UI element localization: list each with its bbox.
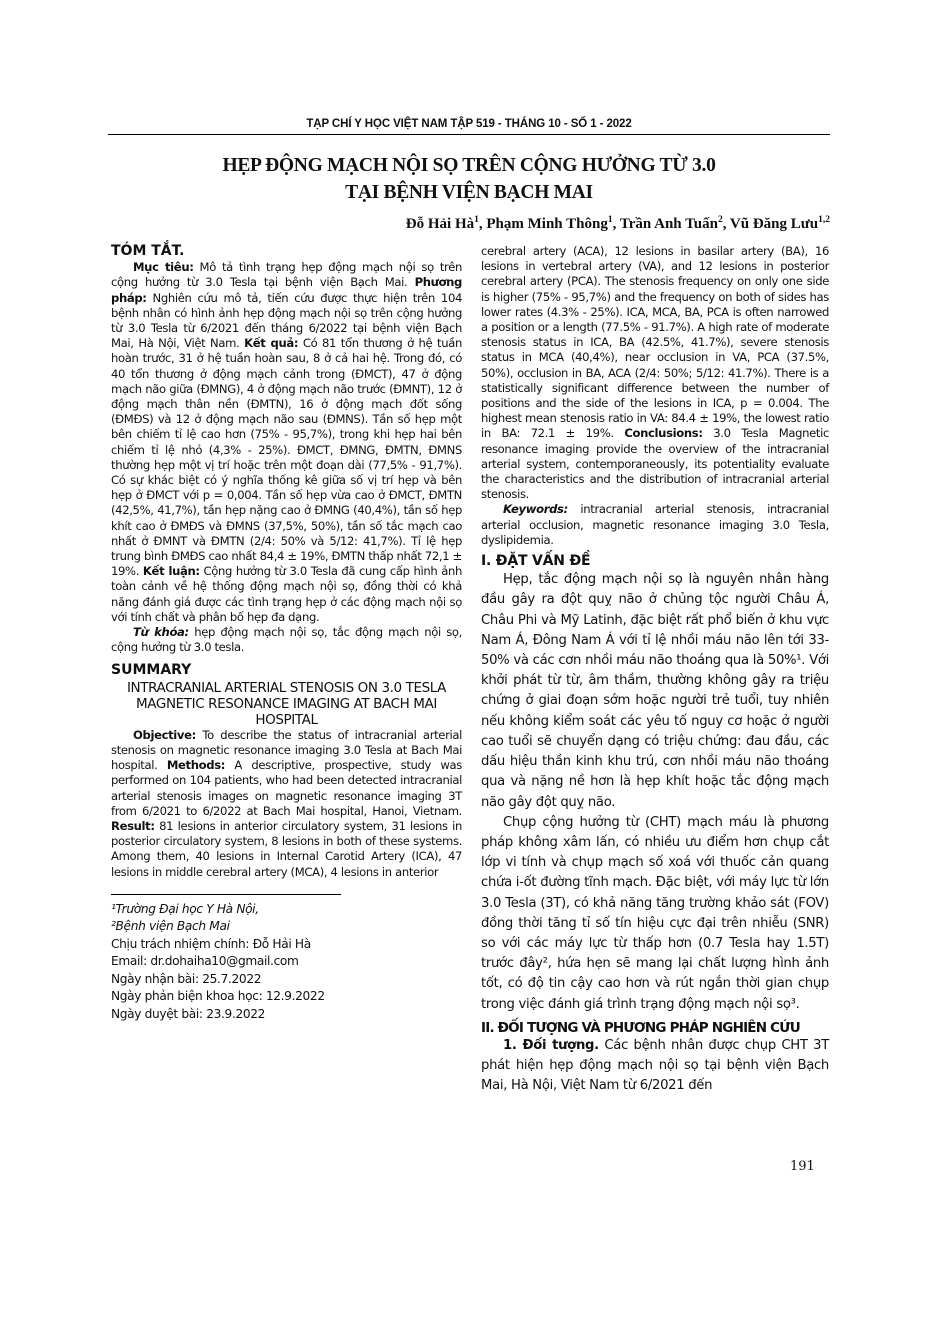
label-keywords-vn: Từ khóa: xyxy=(133,625,189,640)
conclusion-vn-text: Cộng hưởng từ 3.0 Tesla đã cung cấp hình ảnh toàn cảnh về hệ thống động mạch nội sọ, đồng thời có khả năng đánh giá được các tình trạng hẹp ở các động mạch nội sọ với tính chất và phân bố hẹp đa dạng. xyxy=(111,564,462,624)
author-name: Đỗ Hải Hà xyxy=(405,216,475,232)
footnote-rule xyxy=(111,894,341,895)
section-2-heading: II. ĐỐI TƯỢNG VÀ PHƯƠNG PHÁP NGHIÊN CỨU xyxy=(481,1019,800,1036)
section-1-para-1: Hẹp, tắc động mạch nội sọ là nguyên nhân hàng đầu gây ra đột quỵ não ở chủng tộc người Châu Á, Châu Phi và Mỹ Latinh, đặc biệt rất phổ biến ở khu vực Nam Á, Đông Nam Á với tỉ lệ nhồi máu não lên tới 33-50% và các cơn nhồi máu não thoáng qua là 50%¹. Với khởi phát từ từ, âm thầm, thường không gây ra triệu chứng ở giai đoạn sớm hoặc người trẻ tuổi, tuy nhiên nếu không kiểm soát các yêu tố nguy cơ hoặc ở người cao tuổi sẽ chuyển dạng có triệu chứng: đau đầu, các dấu hiệu thần kinh khu trú, cơn nhồi máu não thoáng qua và nặng nề hơn là hẹp khít hoặc tắc động mạch não gây đột quỵ não. xyxy=(481,572,829,810)
section-1-heading: I. ĐẶT VẤN ĐỀ xyxy=(481,553,591,570)
running-head: TẠP CHÍ Y HỌC VIỆT NAM TẬP 519 - THÁNG 10 - SỐ 1 - 2022 xyxy=(306,118,632,130)
summary-body xyxy=(111,728,462,880)
author-affiliation: 1,2 xyxy=(818,215,830,225)
title-line-1: HẸP ĐỘNG MẠCH NỘI SỌ TRÊN CỘNG HƯỞNG TỪ 3.0 xyxy=(222,155,716,176)
affiliation-1: ¹Trường Đại học Y Hà Nội, xyxy=(111,901,259,916)
summary-heading: SUMMARY xyxy=(111,662,192,679)
methods-vn-text: Nghiên cứu mô tả, tiến cứu được thực hiện trên 104 bệnh nhân có hình ảnh hẹp động mạch nội sọ trên cộng hưởng từ 3.0 Tesla từ 6/2021 đến tháng 6/2022 tại bệnh viện Bạch Mai, Hà Nội, Việt Nam. xyxy=(111,290,462,351)
summary-body-continued xyxy=(481,244,829,502)
results-vn-text: Có 81 tổn thương ở hệ tuần hoàn trước, 31 ở hệ tuần hoàn sau, 8 ở cả hai hệ. Trong đó, có 40 tổn thương ở động mạch cảnh trong (ĐMCT), 47 ở động mạch não giữa (ĐMNG), 4 ở động mạch não trước (ĐMNT), 12 ở động mạch thân nền (ĐMTN), 16 ở động mạch đốt sống (ĐMĐS) và 12 ở động mạch não sau (ĐMNS). Tần số hẹp một bên chiếm tỉ lệ cao hơn (75% - 95,7%), trong khi hẹp hai bên chiếm tỉ lệ nhỏ (4,3% - 25%). ĐMCT, ĐMNG, ĐMTN, ĐMNS thường hẹp một vị trí hoặc trên một đoạn dài (77,5% - 91,7%). Có sự khác biệt có ý nghĩa thống kê giữa số vị trí hẹp và bên hẹp ở ĐMCT với p = 0,004. Tần số hẹp vừa cao ở ĐMCT, ĐMTN (42,5%, 41,7%), tần hẹp nặng cao ở ĐMNG (40,4%), tần số hẹp khít cao ở ĐMĐS và ĐMNS (37,5%, 50%), tần số tắc mạch cao nhất ở ĐMNT và ĐMTN (2/4: 50% và 5/12: 41,7%). Tỉ lệ hẹp trung bình ĐMĐS cao nhất 84,4 ± 19%, ĐMTN thấp nhất 72,1 ± 19%. xyxy=(111,336,462,579)
page-number: 191 xyxy=(790,1159,815,1174)
label-results-vn: Kết quả: xyxy=(244,336,299,351)
label-methods-vn: Phương pháp: xyxy=(111,275,462,305)
keywords-vn xyxy=(111,625,462,655)
right-column xyxy=(481,244,829,1097)
author-name: Vũ Đăng Lưu xyxy=(729,216,819,232)
author-affiliation: 2 xyxy=(717,215,723,225)
result-en-text-2: cerebral artery (ACA), 12 lesions in basilar artery (BA), 16 lesions in vertebral artery (VA), and 12 lesions in posterior cerebral artery (PCA). The stenosis frequency on only one side is higher (75% - 95,7%) and the frequency on both of sides has lower rates (4.3% - 25%). ICA, MCA, BA, PCA is often narrowed a position or a length (77.5% - 91.7%). A high rate of moderate stenosis status in ICA, BA (42.5%, 41.7%), severe stenosis status in MCA (40,4%), near occlusion in VA, PCA (37.5%, 50%), occlusion in BA, ACA (2/4: 50%; 5/12: 41.7%). There is a statistically significant difference between the number of positions and the side of the lesions in ICA, p = 0.004. The highest mean stenosis ratio in VA: 84.4 ± 19%, the lowest ratio in BA: 72.1 ± 19%. xyxy=(481,244,829,441)
left-column xyxy=(111,244,462,1023)
subsection-1-text: Các bệnh nhân được chụp CHT 3T phát hiện hẹp động mạch nội sọ tại bệnh viện Bạch Mai, Hà Nội, Việt Nam từ 6/2021 đến xyxy=(481,1037,829,1094)
author-list: Đỗ Hải $Hà^1$, Phạm Minh Thông$^1$, Trần Anh Tuấn$^2$, Vũ Đăng Lưu$^{1,2}$ xyxy=(405,215,830,232)
label-methods-en: Methods: xyxy=(166,758,226,773)
author-affiliation: 1 xyxy=(607,215,613,225)
methods-en-text: A descriptive, prospective, study was performed on 104 patients, who had been detected intracranial arterial stenosis images on magnetic resonance imaging 3T from 6/2021 to 6/2022 at Bach Mai hospital, Hanoi, Vietnam. xyxy=(111,758,462,818)
email: Email: dr.dohaiha10@gmail.com xyxy=(111,954,299,969)
label-conclusion-vn: Kết luận: xyxy=(142,564,200,579)
section-2-para-1 xyxy=(481,1036,829,1097)
footnotes xyxy=(111,901,462,1024)
affiliation-2: ²Bệnh viện Bạch Mai xyxy=(111,919,230,934)
label-keywords-en: Keywords: xyxy=(503,502,568,517)
keywords-en xyxy=(481,502,829,548)
subsection-1-label: 1. Đối tượng. xyxy=(503,1037,599,1053)
objective-vn-text: Mô tả tình trạng hẹp động mạch nội sọ trên cộng hưởng từ 3.0 Tesla tại bệnh viện Bạch Mai. xyxy=(111,260,462,290)
result-en-text-1: 81 lesions in anterior circulatory system, 31 lesions in posterior circulatory system, 8 lesions in both of these systems. Among them, 40 lesions in Internal Carotid Artery (ICA), 47 lesions in middle cerebral artery (MCA), 4 lesions in anterior xyxy=(111,818,462,879)
label-objective-vn: Mục tiêu: xyxy=(133,260,194,275)
header-rule xyxy=(108,134,830,135)
label-result-en: Result: xyxy=(111,818,155,833)
conclusions-en-text: 3.0 Tesla Magnetic resonance imaging provide the overview of the intracranial arterial system, contemporaneously, its potentiality evaluate the characteristics and the distribution of intracranial arterial stenosis. xyxy=(481,426,829,502)
keywords-vn-text: hẹp động mạch nội sọ, tắc động mạch nội sọ, cộng hưởng từ 3.0 tesla. xyxy=(111,625,462,655)
section-1-para-2: Chụp cộng hưởng từ (CHT) mạch máu là phương pháp không xâm lấn, có nhiều ưu điểm hơn chụp cắt lớp vi tính và chụp mạch số xoá với thuốc cản quang chứa i-ốt đường tĩnh mạch. Đặc biệt, với máy lực từ lớn 3.0 Tesla (3T), có khả năng tăng trường khảo sát (FOV) đồng thời tăng tỉ số tín hiệu cực đại trên nhiễu (SNR) so với các máy lực từ thấp hơn (0.7 Tesla hay 1.5T) trước đây², hứa hẹn sẽ mang lại chất lượng hình ảnh tốt, có độ tin cậy cao hơn và rút ngắn thời gian chụp trong việc đánh giá trình trạng động mạch nội sọ³. xyxy=(481,814,829,1012)
objective-en-text: To describe the status of intracranial arterial stenosis on magnetic resonance imaging 3.0 Tesla at Bach Mai hospital. xyxy=(111,727,462,773)
author-name: Trần Anh Tuấn xyxy=(619,216,718,232)
corresponding-author: Chịu trách nhiệm chính: Đỗ Hải Hà xyxy=(111,936,311,951)
abstract-vn-body xyxy=(111,260,462,625)
article-title xyxy=(108,152,830,206)
summary-title: INTRACRANIAL ARTERIAL STENOSIS ON 3.0 TESLA MAGNETIC RESONANCE IMAGING AT BACH MAI HOSPITAL xyxy=(126,679,447,728)
author-name: Phạm Minh Thông xyxy=(486,216,608,232)
date-accepted: Ngày duyệt bài: 23.9.2022 xyxy=(111,1006,266,1021)
keywords-en-text: intracranial arterial stenosis, intracranial arterial occlusion, magnetic resonance imaging 3.0 Tesla, dyslipidemia. xyxy=(481,502,829,547)
author-affiliation: 1 xyxy=(474,215,479,225)
date-received: Ngày nhận bài: 25.7.2022 xyxy=(111,971,262,986)
title-line-2: TẠI BỆNH VIỆN BẠCH MAI xyxy=(345,182,593,203)
label-objective-en: Objective: xyxy=(133,727,196,742)
label-conclusions-en: Conclusions: xyxy=(624,426,703,441)
date-reviewed: Ngày phản biện khoa học: 12.9.2022 xyxy=(111,989,325,1004)
abstract-vn-heading: TÓM TẮT. xyxy=(111,243,185,259)
